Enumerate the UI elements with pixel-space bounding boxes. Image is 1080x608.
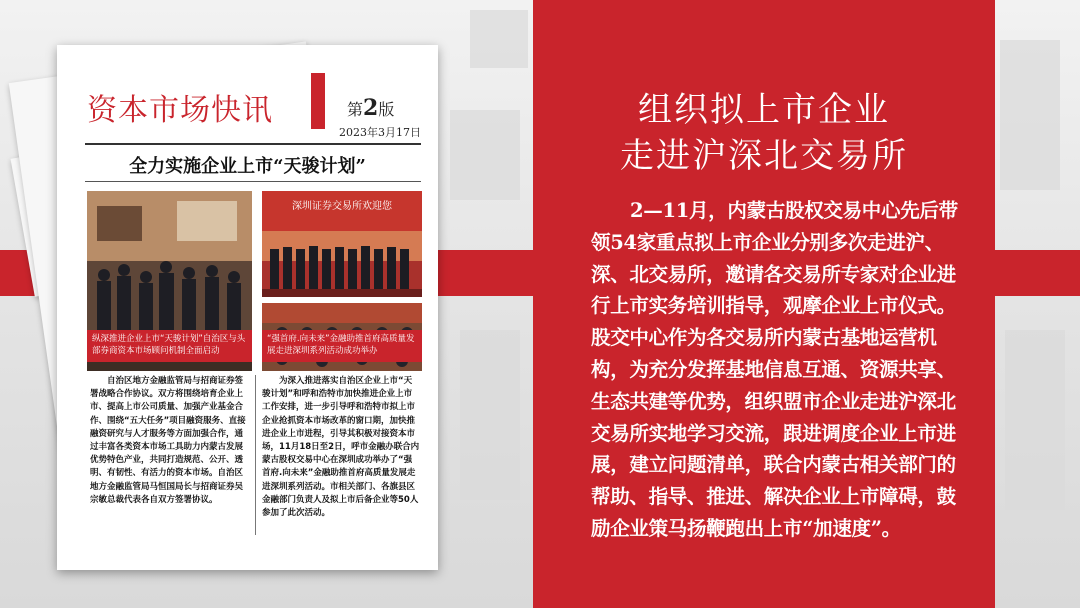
edition-prefix: 第 [347, 100, 364, 119]
newspaper-masthead: 资本市场快讯 [87, 93, 273, 128]
decorative-square [450, 110, 520, 200]
headline-divider [85, 181, 421, 182]
photo-caption-left: 纵深推进企业上市“天骏计划”自治区与头部券商资本市场顾问机制全面启动 [87, 330, 252, 362]
photo-caption-right: “强首府.向未来”金融助推首府高质量发展走进深圳系列活动成功举办 [262, 330, 422, 362]
summary-panel [533, 0, 995, 608]
panel-title-line2: 走进沪深北交易所 [620, 136, 908, 176]
decorative-square [1005, 330, 1065, 510]
panel-title-line1: 组织拟上市企业 [638, 90, 890, 130]
decorative-square [470, 10, 528, 68]
edition-label [347, 95, 394, 121]
photo-welcome-banner [262, 191, 422, 297]
front-headline: 全力实施企业上市“天骏计划” [129, 156, 366, 177]
masthead-divider [85, 143, 421, 145]
issue-date: 2023年3月17日 [339, 126, 421, 139]
column-divider [255, 375, 256, 535]
article-column-left: 自治区地方金融监管局与招商证券签署战略合作协议。双方将围绕培育企业上市、提高上市公司质量、加强产业基金合作、围绕“五大任务”项目融资服务、直接融资研究与人才服务等方面加强合作，通过丰富各类资本市场工具助力内蒙古发展优势特色产业，共同打造规范、公开、透明、有韧性、有活力的资本市场。自治区地方金融监管局马恒国局长与招商证券吴宗敏总裁代表各自双方签署协议。 [90, 376, 246, 505]
decorative-square [1000, 40, 1060, 190]
welcome-banner-text: 深圳证券交易所欢迎您 [292, 201, 392, 212]
panel-body-text: 2—11月，内蒙古股权交易中心先后带领54家重点拟上市企业分别多次走进沪、深、北交易所，邀请各交易所专家对企业进行上市实务培训指导，观摩企业上市仪式。股交中心作为各交易所内蒙古基地运营机构，为充分发挥基地信息互通、资源共享、生态共建等优势，组织盟市企业走进沪深北交易所实地学习交流，跟进调度企业上市进展，建立问题清单，联合内蒙古相关部门的帮助、指导、推进、解决企业上市障碍，鼓励企业策马扬鞭跑出上市“加速度”。 [591, 199, 958, 540]
newspaper-page [57, 45, 438, 570]
decorative-square [460, 330, 520, 500]
article-column-right: 为深入推进落实自治区企业上市“天骏计划”和呼和浩特市加快推进企业上市工作安排，进一步引导呼和浩特市拟上市企业抢抓资本市场改革的窗口期，加快推进企业上市进程，引导其积极对接资本市场，11月18日至2日，呼市金融办联合内蒙古股权交易中心在深圳成功举办了“强首府.向未来”金融助推首府高质量发展走进深圳系列活动。市相关部门、各旗县区金融部门负责人及拟上市后备企业等50人参加了此次活动。 [262, 376, 420, 519]
edition-number: 2 [363, 95, 379, 121]
masthead-red-bar [311, 73, 325, 129]
edition-suffix: 版 [378, 100, 395, 119]
